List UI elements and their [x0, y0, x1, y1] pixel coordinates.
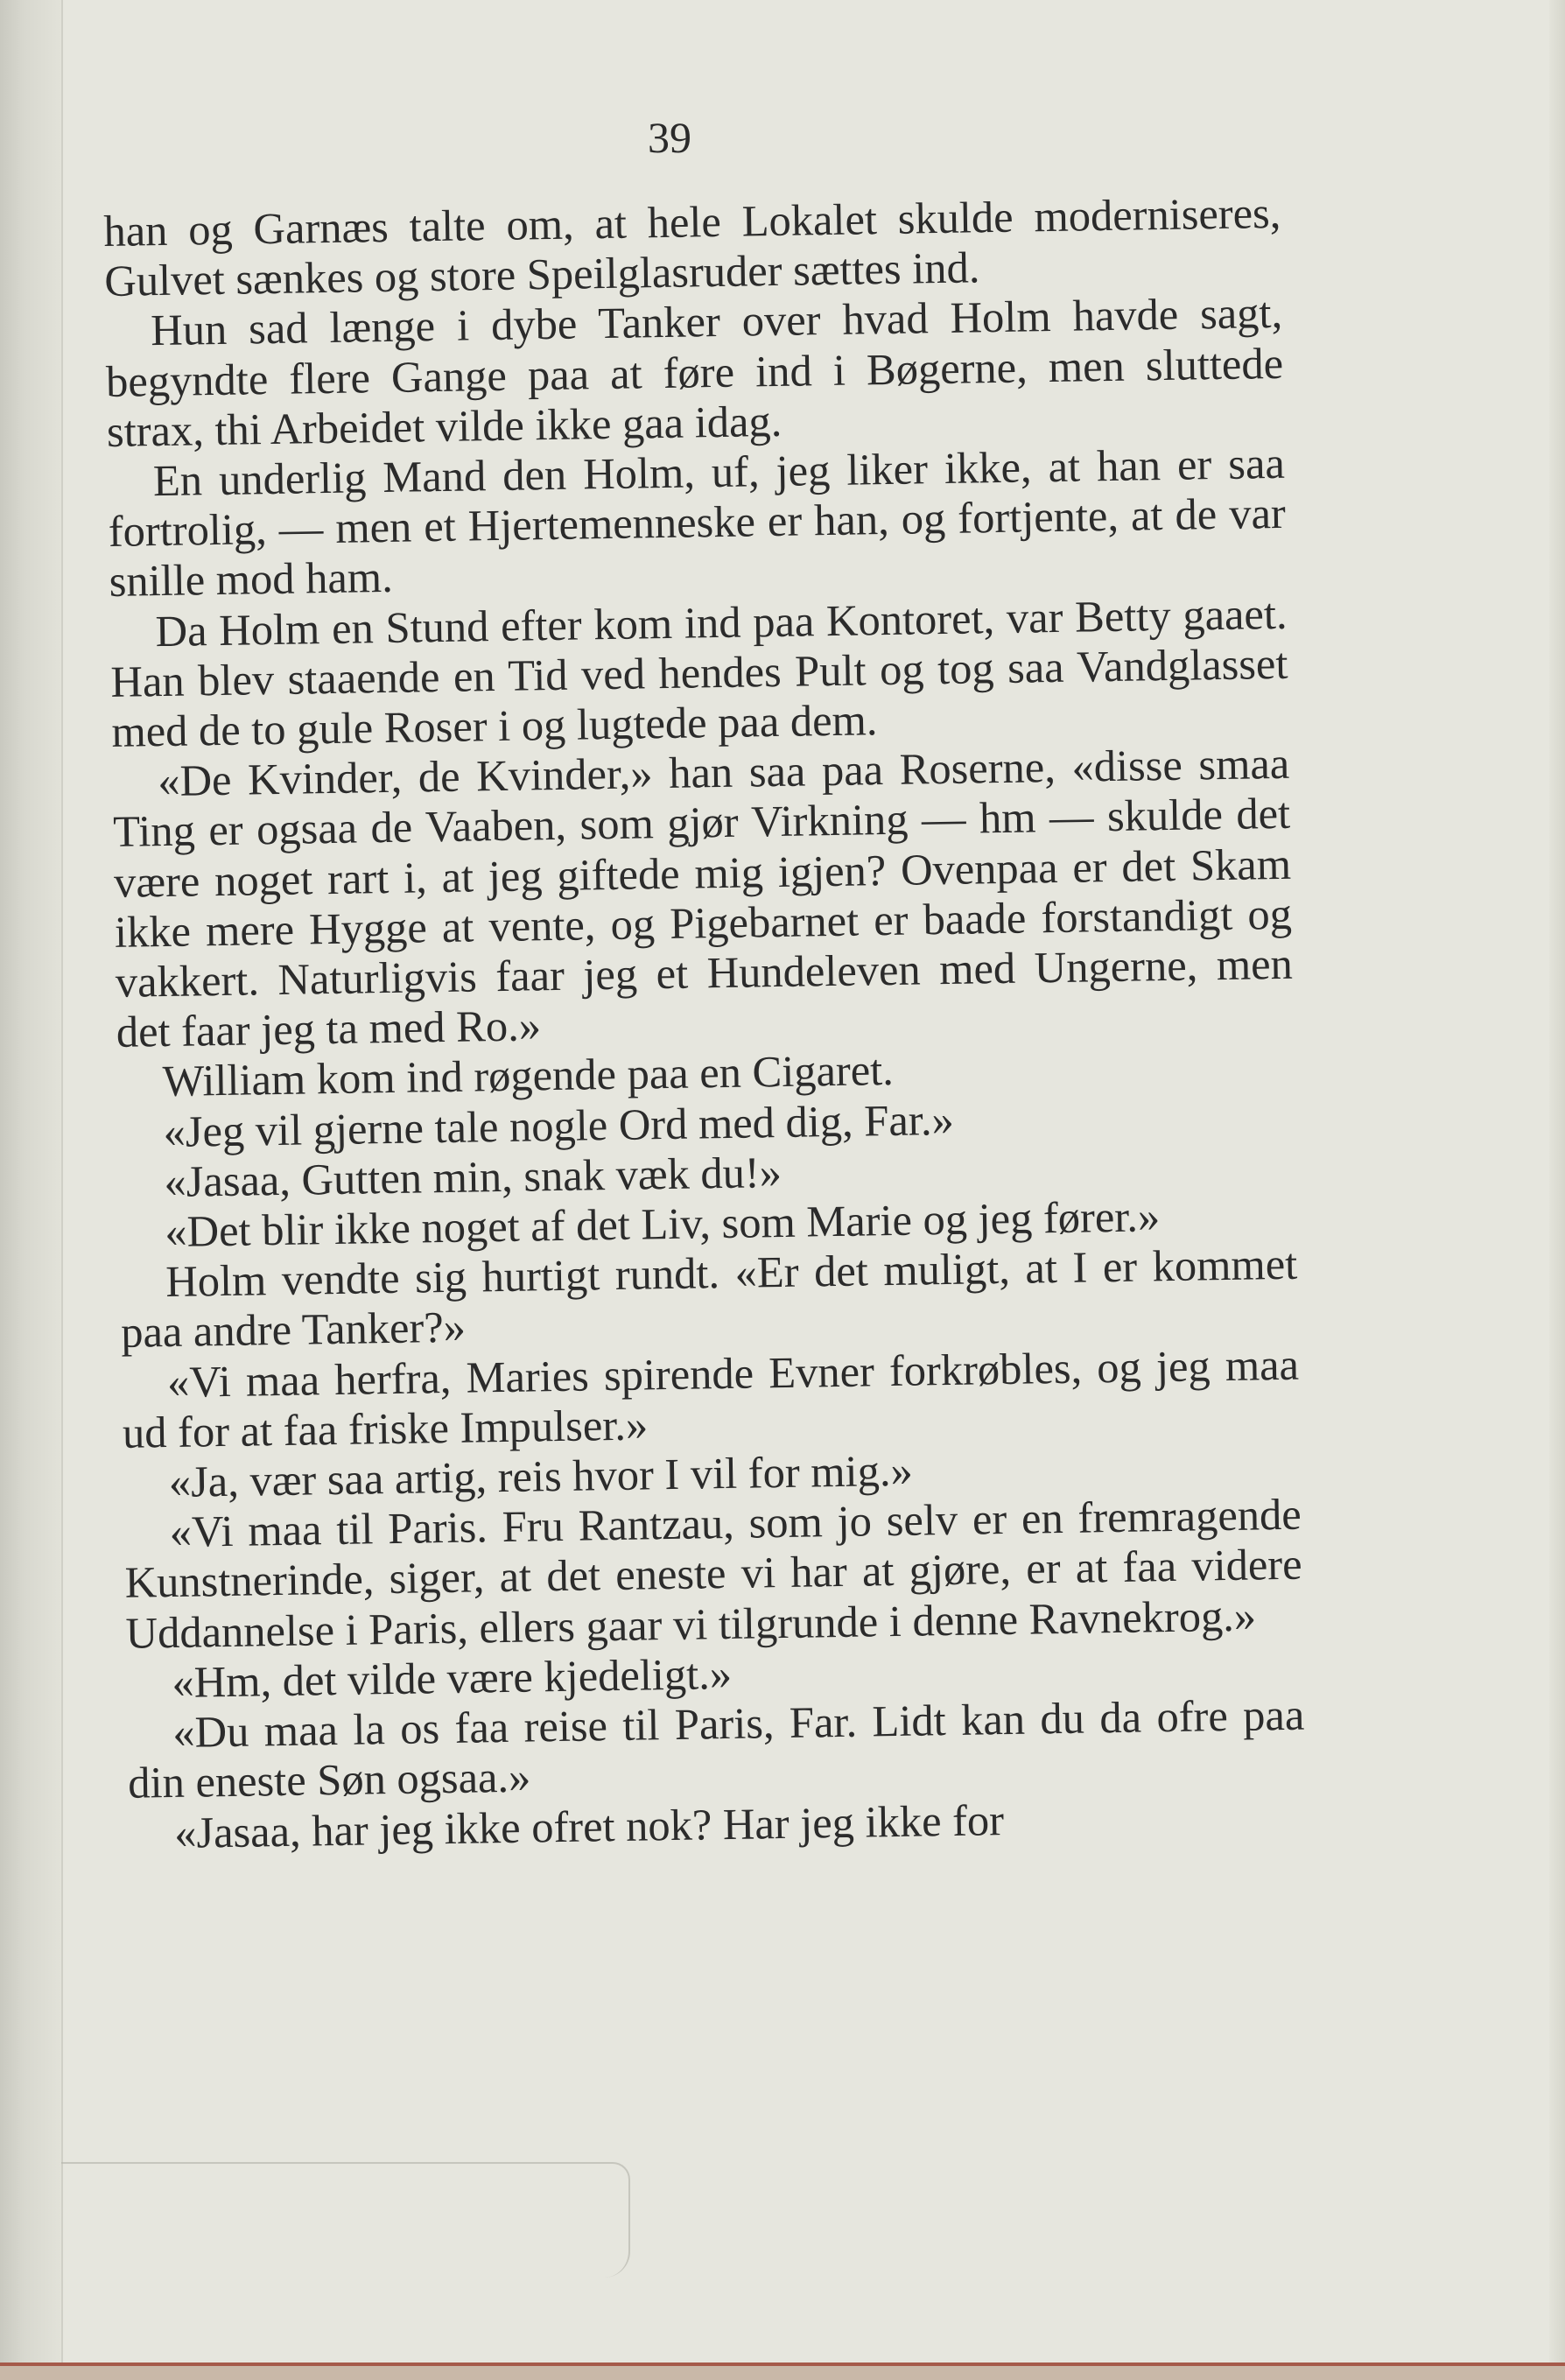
paragraph: Da Holm en Stund efter kom ind paa Kontoret, var Betty gaaet. Han blev staaende en Tid ved hendes Pult og tog saa Vandglasset med de to gule Roser i og lugtede paa dem. — [110, 588, 1288, 756]
paragraph: «Vi maa herfra, Maries spirende Evner forkrøbles, og jeg maa ud for at faa friske Impulser.» — [122, 1339, 1300, 1457]
paragraph: En underlig Mand den Holm, uf, jeg liker ikke, at han er saa fortrolig, — men et Hjertemenneske er han, og fortjente, at de var snille mod ham. — [108, 438, 1287, 607]
paragraph: «Jeg vil gjerne tale nogle Ord med dig, Far.» — [163, 1094, 955, 1156]
paragraph: Holm vendte sig hurtigt rundt. «Er det muligt, at I er kommet paa andre Tanker?» — [120, 1239, 1298, 1358]
page-number: 39 — [648, 113, 691, 162]
body-text — [103, 188, 1306, 1859]
paragraph: «Hm, det vilde være kjedeligt.» — [172, 1648, 733, 1707]
book-spine-shadow — [0, 0, 63, 2380]
page-edge-right — [1549, 0, 1565, 2380]
paragraph: «Du maa la os faa reise til Paris, Far. Lidt kan du da ofre paa din eneste Søn ogsaa.» — [127, 1689, 1305, 1808]
paper-stamp-mark — [61, 2162, 630, 2278]
paragraph: William kom ind røgende paa en Cigaret. — [162, 1045, 895, 1106]
paragraph: han og Garnæs talte om, at hele Lokalet skulde moderniseres, Gulvet sænkes og store Speilglasruder sættes ind. — [103, 187, 1281, 306]
paragraph: «De Kvinder, de Kvinder,» han saa paa Roserne, «disse smaa Ting er ogsaa de Vaaben, som gjør Virkning — hm — skulde det være noget rart i, at jeg giftede mig igjen? Ovenpaa er det Skam ikke mere Hygge at vente, og Pigebarnet er baade forstandigt og vakkert. Naturligvis faar jeg et Hundeleven med Ungerne, men det faar jeg ta med Ro.» — [112, 739, 1294, 1057]
paragraph: «Jasaa, Gutten min, snak væk du!» — [164, 1147, 782, 1206]
paragraph: «Jasaa, har jeg ikke ofret nok? Har jeg ikke for — [173, 1794, 1005, 1857]
paragraph: «Vi maa til Paris. Fru Rantzau, som jo selv er en fremragende Kunstnerinde, siger, at det eneste vi har at gjøre, er at faa videre Uddannelse i Paris, ellers gaar vi tilgrunde i denne Ravnekrog.» — [124, 1489, 1302, 1658]
paragraph: «Ja, vær saa artig, reis hvor I vil for mig.» — [168, 1445, 914, 1507]
paragraph: «Det blir ikke noget af det Liv, som Marie og jeg fører.» — [164, 1191, 1161, 1257]
page-edge-bottom — [0, 2362, 1565, 2380]
paragraph: Hun sad længe i dybe Tanker over hvad Holm havde sagt, begyndte flere Gange paa at føre ind i Bøgerne, men sluttede strax, thi Arbeidet vilde ikke gaa idag. — [105, 288, 1284, 456]
